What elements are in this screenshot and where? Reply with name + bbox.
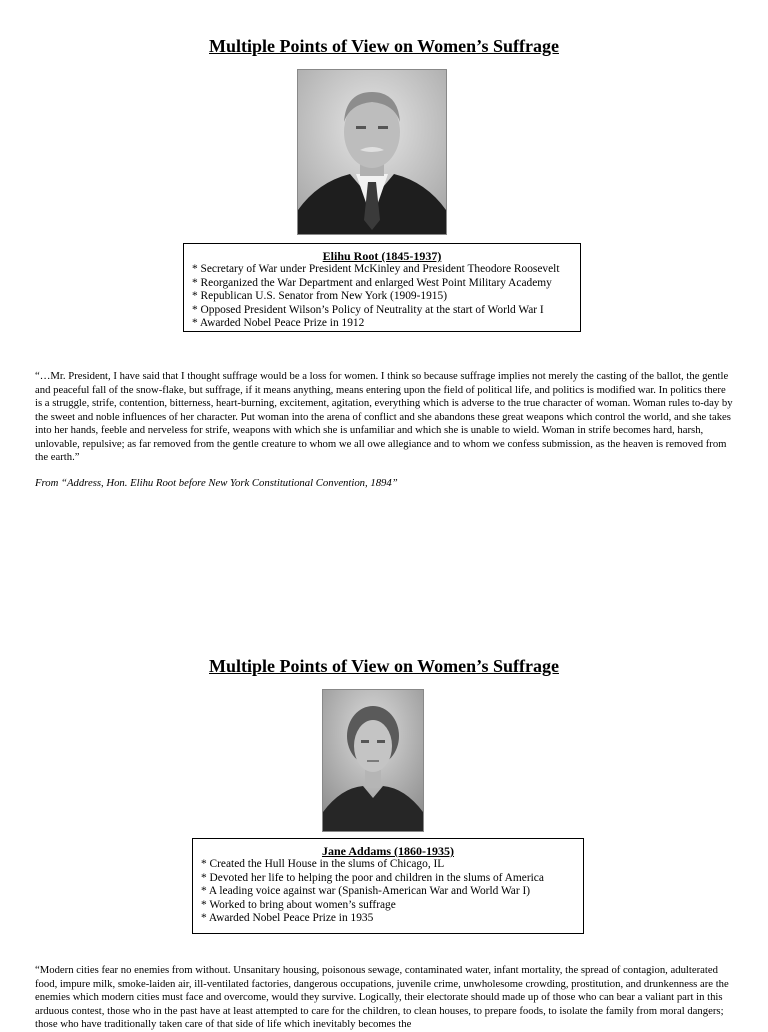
quote-source: From “Address, Hon. Elihu Root before New York Constitutional Convention, 1894” <box>35 477 398 489</box>
page-title: Multiple Points of View on Women’s Suffrage <box>209 656 559 676</box>
bio-item: * Opposed President Wilson’s Policy of Neutrality at the start of World War I <box>192 303 544 316</box>
bio-name: Elihu Root (1845-1937) <box>322 249 442 263</box>
bio-item: * Reorganized the War Department and enlarged West Point Military Academy <box>192 276 552 289</box>
bio-item: * Secretary of War under President McKinley and President Theodore Roosevelt <box>192 263 560 276</box>
bio-item: * Awarded Nobel Peace Prize in 1912 <box>192 317 365 330</box>
bio-item: * Created the Hull House in the slums of Chicago, IL <box>201 858 445 871</box>
bio-list <box>201 858 575 925</box>
bio-box-addams <box>192 838 584 934</box>
bio-item: * Awarded Nobel Peace Prize in 1935 <box>201 912 374 925</box>
portrait-photo-root <box>297 69 447 235</box>
bio-item: * Devoted her life to helping the poor and children in the slums of America <box>201 871 544 884</box>
bio-box-root <box>183 243 581 332</box>
bio-list <box>192 263 572 330</box>
portrait-photo-addams <box>322 689 424 832</box>
bio-item: * A leading voice against war (Spanish-American War and World War I) <box>201 885 531 898</box>
bio-item: * Worked to bring about women’s suffrage <box>201 898 396 911</box>
page-title: Multiple Points of View on Women’s Suffrage <box>209 36 559 56</box>
bio-item: * Republican U.S. Senator from New York (1909-1915) <box>192 290 447 303</box>
bio-name: Jane Addams (1860-1935) <box>321 844 454 858</box>
quote-addams: “Modern cities fear no enemies from without. Unsanitary housing, poisonous sewage, contaminated water, infant mortality, the spread of contagion, adulterated food, impure milk, smoke-laiden air, ill-ventilated factories, dangerous occupations, juvenile crime, unwholesome crowding, prostitution, and drunkenness are the enemies which modern cities must face and overcome, would they survive. Logically, their electorate should made up of those who can bear a valiant part in this arduous contest, those who in the past have at least attempted to care for the children, to clean houses, to prepare foods, to isolate the family from moral dangers; those who have traditionally taken care of that side of life which inevitably becomes the <box>35 964 729 1030</box>
quote-root: “…Mr. President, I have said that I thought suffrage would be a loss for women. I think so because suffrage implies not merely the casting of the ballot, the gentle and peaceful fall of the snow-flake, but suffrage, if it means anything, means entering upon the field of political life, and politics is modified war. In politics there is a struggle, strife, contention, bitterness, heart-burning, excitement, agitation, everything which is adverse to the true character of woman. Woman rules to-day by the sweet and noble influences of her character. Put woman into the arena of conflict and she abandons these great weapons which control the world, and she takes into her hands, feeble and nerveless for strife, weapons with which she is unfamiliar and which she is unable to wield. Woman in strife becomes hard, harsh, unlovable, repulsive; as far removed from the gentle creature to whom we all owe allegiance and to whom we confess submission, as the heaven is removed from the earth.” <box>35 370 733 463</box>
